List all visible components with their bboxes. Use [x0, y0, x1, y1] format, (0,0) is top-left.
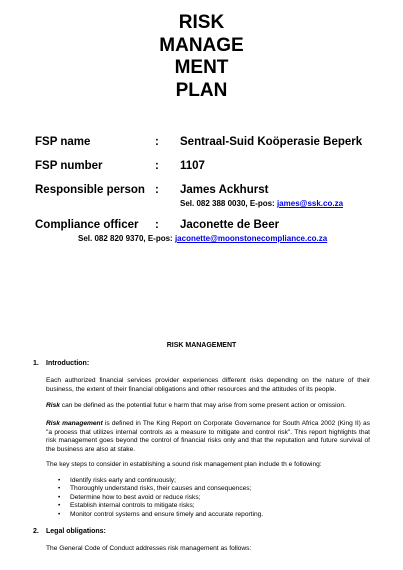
field-colon: : — [155, 184, 159, 196]
contact-text: Sel. 082 820 9370, E-pos: — [78, 234, 175, 243]
field-value: Jaconette de Beer — [180, 219, 280, 231]
field-colon: : — [155, 136, 159, 148]
field-value: James Ackhurst — [180, 184, 269, 196]
section-heading-legal — [33, 528, 106, 535]
list-item: • Identify risks early and continuously; — [58, 477, 263, 485]
legal-paragraph: The General Code of Conduct addresses risk management as follows: — [46, 545, 252, 552]
email-link[interactable]: james@ssk.co.za — [276, 199, 344, 208]
section-number: 2. — [33, 528, 39, 535]
field-label: Compliance officer — [35, 219, 139, 231]
intro-paragraph: Each authorized financial services provider experiences different risks depending on the nature of their business, the extent of their financial obligations and other resources and the attitudes of its people. — [46, 377, 370, 393]
field-value: 1107 — [180, 160, 205, 172]
list-item: • Thoroughly understand risks, their causes and consequences; — [58, 485, 263, 493]
definition-text: is defined in The King Report on Corporate Governance for South Africa 2002 (King II) as "a process that utilizes internal controls as a measure to mitigate and control risk". This report highlights that risk management goes beyond the control of financial risks only and that the reputation and future survival of the business are also at stake. — [46, 420, 370, 453]
title-line: MANAGE — [159, 34, 244, 56]
section-heading-text: Legal obligations: — [46, 528, 106, 535]
term-risk: Risk — [46, 402, 60, 409]
title-line: MENT — [174, 57, 229, 78]
title-line: PLAN — [175, 79, 228, 101]
field-colon: : — [155, 219, 159, 231]
section-number: 1. — [33, 360, 39, 367]
field-colon: : — [155, 160, 159, 172]
section-title: RISK MANAGEMENT — [166, 342, 237, 349]
definition-text: can be defined as the potential futur e harm that may arise from some present action or omission. — [59, 402, 346, 409]
contact-text: Sel. 082 388 0030, E-pos: — [180, 199, 277, 208]
field-label: FSP number — [35, 160, 103, 172]
field-value: Sentraal-Suid Koöperasie Beperk — [180, 136, 363, 148]
field-label: FSP name — [35, 136, 91, 148]
section-heading-introduction — [33, 360, 89, 367]
field-label: Responsible person — [35, 184, 145, 196]
section-heading-text: Introduction: — [46, 360, 90, 367]
risk-management-paragraph — [46, 420, 370, 454]
list-item: • Establish internal controls to mitigate risks; — [58, 502, 263, 510]
compliance-officer-contact — [78, 234, 327, 243]
risk-definition-paragraph — [46, 402, 370, 411]
term-risk-management: Risk management — [46, 420, 103, 427]
list-item: • Monitor control systems and ensure timely and accurate reporting. — [58, 511, 263, 519]
email-link[interactable]: jaconette@moonstonecompliance.co.za — [174, 234, 328, 243]
responsible-person-contact — [180, 199, 343, 208]
title-line: RISK — [178, 12, 225, 33]
key-steps-paragraph: The key steps to consider in establishing a sound risk management plan include th e following: — [46, 461, 322, 468]
list-item: • Determine how to best avoid or reduce risks; — [58, 494, 263, 502]
document-title — [0, 12, 403, 102]
key-steps-list — [58, 477, 263, 519]
